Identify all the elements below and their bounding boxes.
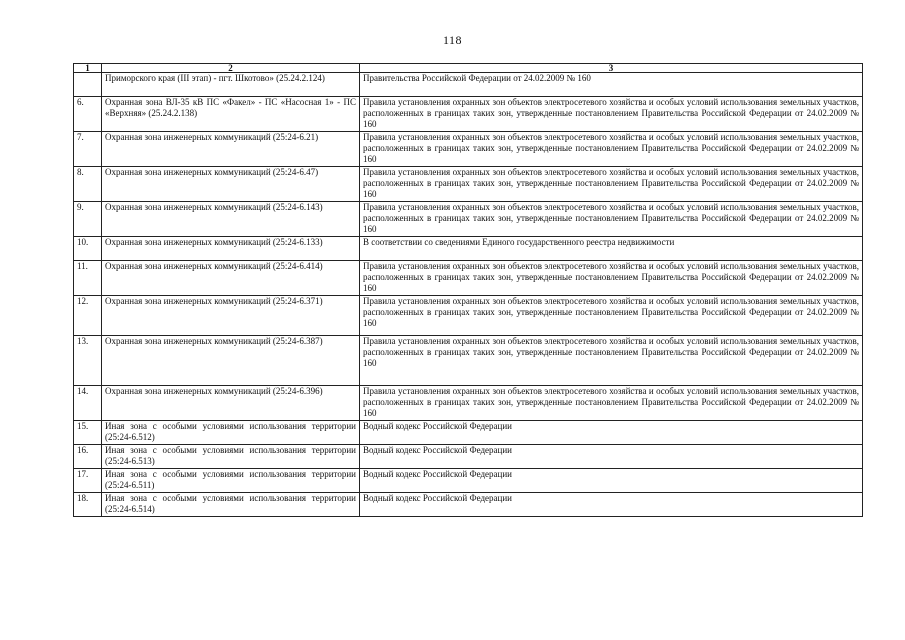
row-number: 18. [74, 493, 102, 517]
row-number: 16. [74, 445, 102, 469]
row-number: 8. [74, 167, 102, 202]
column-header-zone-name: 2 [102, 64, 360, 73]
zone-name: Охранная зона ВЛ-35 кВ ПС «Факел» - ПС «Насосная 1» - ПС «Верхняя» (25.24.2.138) [102, 97, 360, 132]
row-number: 10. [74, 237, 102, 261]
legal-basis: Водный кодекс Российской Федерации [360, 445, 863, 469]
table-row [74, 202, 863, 237]
page-number: 118 [442, 33, 463, 47]
table-row [74, 296, 863, 336]
zone-name: Иная зона с особыми условиями использования территории (25:24-6.513) [102, 445, 360, 469]
zone-name: Охранная зона инженерных коммуникаций (25:24-6.143) [102, 202, 360, 237]
table-row [74, 386, 863, 421]
legal-basis: Правила установления охранных зон объектов электросетевого хозяйства и особых условий использования земельных участков, расположенных в границах таких зон, утвержденные постановлением Правительства Российской Федерации от 24.02.2009 № 160 [360, 336, 863, 386]
row-number: 9. [74, 202, 102, 237]
zone-name: Приморского края (III этап) - пгт. Шкотово» (25.24.2.124) [102, 73, 360, 97]
row-number: 13. [74, 336, 102, 386]
legal-basis: Правила установления охранных зон объектов электросетевого хозяйства и особых условий использования земельных участков, расположенных в границах таких зон, утвержденные постановлением Правительства Российской Федерации от 24.02.2009 № 160 [360, 167, 863, 202]
legal-basis: Правила установления охранных зон объектов электросетевого хозяйства и особых условий использования земельных участков, расположенных в границах таких зон, утвержденные постановлением Правительства Российской Федерации от 24.02.2009 № 160 [360, 296, 863, 336]
row-number: 15. [74, 421, 102, 445]
column-header-number: 1 [74, 64, 102, 73]
legal-basis: Водный кодекс Российской Федерации [360, 421, 863, 445]
table-row [74, 167, 863, 202]
column-header-legal-basis: 3 [360, 64, 863, 73]
row-number [74, 73, 102, 97]
zone-name: Иная зона с особыми условиями использования территории (25:24-6.511) [102, 469, 360, 493]
table-row [74, 132, 863, 167]
legal-basis: Правила установления охранных зон объектов электросетевого хозяйства и особых условий использования земельных участков, расположенных в границах таких зон, утвержденные постановлением Правительства Российской Федерации от 24.02.2009 № 160 [360, 386, 863, 421]
zone-name: Иная зона с особыми условиями использования территории (25:24-6.512) [102, 421, 360, 445]
table-header-row [74, 64, 863, 73]
row-number: 17. [74, 469, 102, 493]
row-number: 6. [74, 97, 102, 132]
zones-table [73, 63, 863, 517]
table-row [74, 421, 863, 445]
zone-name: Охранная зона инженерных коммуникаций (25:24-6.371) [102, 296, 360, 336]
legal-basis: Правила установления охранных зон объектов электросетевого хозяйства и особых условий использования земельных участков, расположенных в границах таких зон, утвержденные постановлением Правительства Российской Федерации от 24.02.2009 № 160 [360, 261, 863, 296]
zone-name: Охранная зона инженерных коммуникаций (25:24-6.47) [102, 167, 360, 202]
zone-name: Охранная зона инженерных коммуникаций (25:24-6.133) [102, 237, 360, 261]
table-row [74, 445, 863, 469]
legal-basis: Правила установления охранных зон объектов электросетевого хозяйства и особых условий использования земельных участков, расположенных в границах таких зон, утвержденные постановлением Правительства Российской Федерации от 24.02.2009 № 160 [360, 97, 863, 132]
legal-basis: Водный кодекс Российской Федерации [360, 493, 863, 517]
table-row [74, 261, 863, 296]
legal-basis: Правила установления охранных зон объектов электросетевого хозяйства и особых условий использования земельных участков, расположенных в границах таких зон, утвержденные постановлением Правительства Российской Федерации от 24.02.2009 № 160 [360, 132, 863, 167]
table-row [74, 493, 863, 517]
table-row [74, 336, 863, 386]
row-number: 11. [74, 261, 102, 296]
row-number: 14. [74, 386, 102, 421]
zone-name: Охранная зона инженерных коммуникаций (25:24-6.387) [102, 336, 360, 386]
table-row [74, 237, 863, 261]
table-row [74, 73, 863, 97]
table-row [74, 469, 863, 493]
zone-name: Охранная зона инженерных коммуникаций (25:24-6.21) [102, 132, 360, 167]
zone-name: Иная зона с особыми условиями использования территории (25:24-6.514) [102, 493, 360, 517]
zone-name: Охранная зона инженерных коммуникаций (25:24-6.414) [102, 261, 360, 296]
row-number: 12. [74, 296, 102, 336]
zone-name: Охранная зона инженерных коммуникаций (25:24-6.396) [102, 386, 360, 421]
legal-basis: В соответствии со сведениями Единого государственного реестра недвижимости [360, 237, 863, 261]
table-row [74, 97, 863, 132]
row-number: 7. [74, 132, 102, 167]
legal-basis: Правила установления охранных зон объектов электросетевого хозяйства и особых условий использования земельных участков, расположенных в границах таких зон, утвержденные постановлением Правительства Российской Федерации от 24.02.2009 № 160 [360, 202, 863, 237]
legal-basis: Правительства Российской Федерации от 24.02.2009 № 160 [360, 73, 863, 97]
legal-basis: Водный кодекс Российской Федерации [360, 469, 863, 493]
